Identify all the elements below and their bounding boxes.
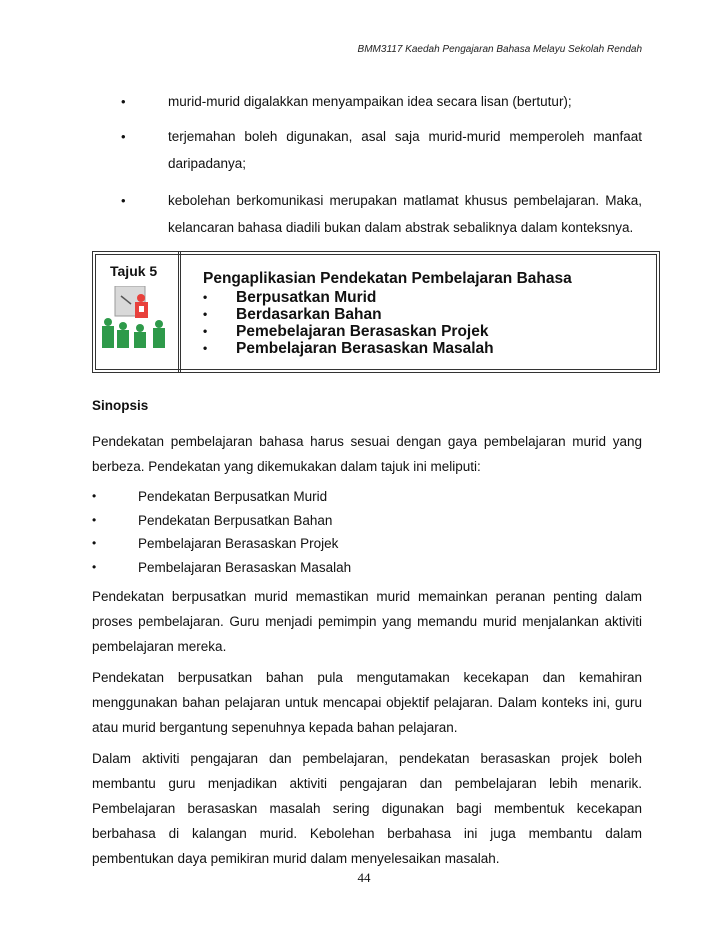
topic-subtopic-item (203, 306, 494, 323)
intro-bullet-item (0, 187, 728, 241)
intro-bullet-item (0, 88, 728, 115)
topic-subtopic-list (203, 289, 494, 357)
bullet-icon: • (121, 94, 126, 109)
list-item (92, 509, 642, 533)
topic-subtopic-item (203, 323, 494, 340)
synopsis-approach-list (92, 485, 642, 579)
list-item (92, 532, 642, 556)
bullet-icon: • (121, 129, 126, 144)
synopsis-paragraph: Dalam aktiviti pengajaran dan pembelajaran, pendekatan berasaskan projek boleh membantu guru menjadikan aktiviti pengajaran dan pembelajaran lebih menarik. Pembelajaran berasaskan masalah sering digunakan bagi membentuk kecekapan berbahasa di kalangan murid. Kebolehan berbahasa ini juga membantu dalam pembentukan daya pemikiran murid dalam menyelesaikan masalah. (92, 751, 642, 866)
intro-bullet-item (0, 123, 728, 177)
running-header: BMM3117 Kaedah Pengajaran Bahasa Melayu Sekolah Rendah (357, 44, 642, 55)
topic-label-cell (93, 252, 181, 372)
intro-bullet-text: terjemahan boleh digunakan, asal saja murid-murid memperoleh manfaat daripadanya; (168, 129, 642, 171)
topic-subtopic-item (203, 340, 494, 357)
bullet-icon: • (203, 341, 208, 355)
bullet-icon: • (92, 559, 97, 574)
intro-bullet-list (0, 88, 728, 241)
intro-bullet-text: murid-murid digalakkan menyampaikan idea secara lisan (bertutur); (168, 94, 572, 109)
topic-box (92, 251, 660, 373)
synopsis-intro: Pendekatan pembelajaran bahasa harus sesuai dengan gaya pembelajaran murid yang berbeza. Pendekatan yang dikemukakan dalam tajuk ini meliputi: (92, 434, 642, 474)
bullet-icon: • (121, 193, 126, 208)
bullet-icon: • (92, 512, 97, 527)
topic-label: Tajuk 5 (110, 263, 158, 279)
list-item (92, 556, 642, 580)
synopsis-heading: Sinopsis (92, 398, 149, 413)
page-number: 44 (357, 870, 371, 885)
synopsis-paragraph: Pendekatan berpusatkan murid memastikan murid memainkan peranan penting dalam proses pembelajaran. Guru menjadi pemimpin yang memandu murid menjalankan aktiviti pembelajaran mereka. (92, 589, 642, 654)
topic-subtopic-label: Pemebelajaran Berasaskan Projek (236, 323, 489, 340)
bullet-icon: • (203, 324, 208, 338)
topic-subtopic-label: Pembelajaran Berasaskan Masalah (236, 340, 494, 357)
topic-title: Pengaplikasian Pendekatan Pembelajaran Bahasa (203, 270, 572, 287)
synopsis-paragraph: Pendekatan berpusatkan bahan pula mengutamakan kecekapan dan kemahiran menggunakan bahan pelajaran untuk mencapai objektif pelajaran. Dalam konteks ini, guru atau murid bergantung sepenuhnya kepada bahan pelajaran. (92, 670, 642, 735)
bullet-icon: • (92, 536, 97, 550)
list-item-label: Pendekatan Berpusatkan Murid (138, 489, 328, 504)
topic-subtopic-label: Berdasarkan Bahan (236, 306, 382, 323)
synopsis-section (92, 398, 642, 877)
list-item-label: Pembelajaran Berasaskan Masalah (138, 559, 352, 575)
topic-subtopic-label: Berpusatkan Murid (236, 289, 377, 306)
list-item (92, 485, 642, 509)
intro-bullet-text: kebolehan berkomunikasi merupakan matlamat khusus pembelajaran. Maka, kelancaran bahasa diadili bukan dalam abstrak sebaliknya dalam konteksnya. (168, 193, 642, 235)
bullet-icon: • (203, 307, 208, 321)
list-item-label: Pendekatan Berpusatkan Bahan (138, 512, 333, 528)
bullet-icon: • (203, 290, 208, 304)
bullet-icon: • (92, 489, 97, 503)
classroom-teacher-icon (101, 286, 171, 350)
topic-subtopic-item (203, 289, 494, 306)
list-item-label: Pembelajaran Berasaskan Projek (138, 536, 339, 551)
